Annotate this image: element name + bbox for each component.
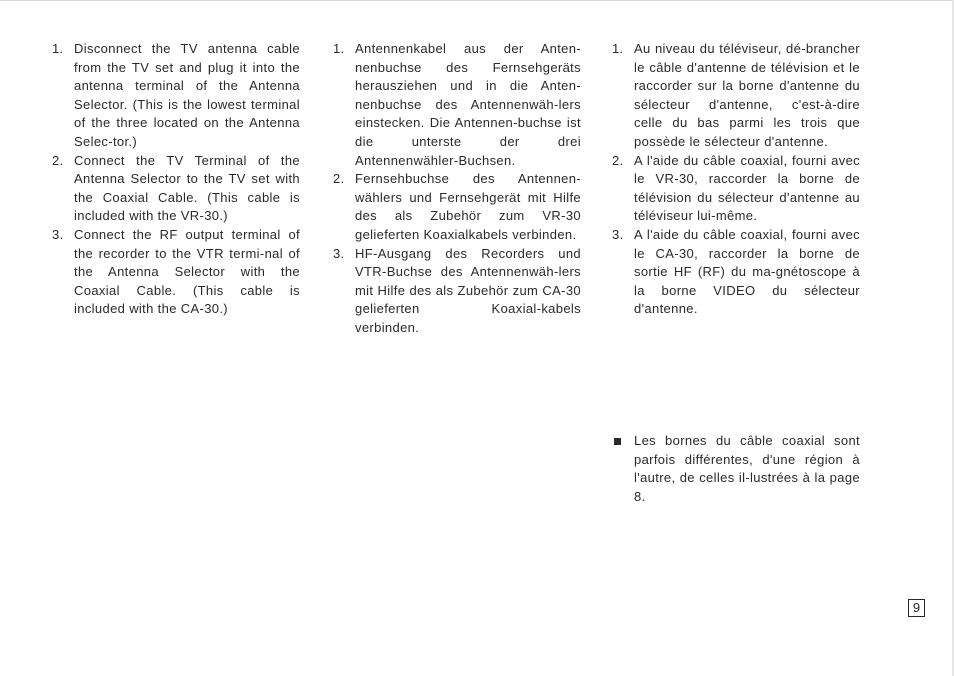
german-step-3 bbox=[333, 245, 581, 338]
square-bullet-icon bbox=[612, 432, 634, 445]
page-number: 9 bbox=[908, 599, 925, 617]
step-text: Disconnect the TV antenna cable from the TV set and plug it into the antenna terminal of the Antenna Selector. (This is the lowest terminal of the three located on the Antenna Selec-tor.) bbox=[74, 41, 300, 149]
german-step-1 bbox=[333, 40, 581, 170]
german-steps bbox=[333, 40, 581, 338]
french-step-2 bbox=[612, 152, 860, 226]
step-number: 3. bbox=[612, 226, 624, 242]
french-column bbox=[612, 40, 860, 319]
french-step-3 bbox=[612, 226, 860, 319]
english-column bbox=[52, 40, 300, 319]
english-step-3 bbox=[52, 226, 300, 319]
german-column bbox=[333, 40, 581, 338]
step-number: 1. bbox=[52, 41, 64, 56]
step-number: 2. bbox=[612, 152, 624, 168]
step-text: A l'aide du câble coaxial, fourni avec le CA-30, raccorder la borne de sortie HF (RF) du ma-gnétoscope à la borne VIDEO du sélecteur d'antenne. bbox=[634, 226, 860, 317]
french-note bbox=[612, 432, 860, 506]
step-number: 3. bbox=[333, 245, 345, 261]
scan-border-top bbox=[0, 0, 954, 1]
step-text: Connect the TV Terminal of the Antenna Selector to the TV set with the Coaxial Cable. (This cable is included with the VR-30.) bbox=[74, 152, 300, 224]
french-steps bbox=[612, 40, 860, 319]
english-steps bbox=[52, 40, 300, 319]
step-text: HF-Ausgang des Recorders und VTR-Buchse des Antennenwäh-lers mit Hilfe des als Zubehör zum CA-30 gelieferten Koaxial-kabels verbinden. bbox=[355, 245, 581, 335]
step-number: 3. bbox=[52, 226, 64, 242]
step-text: A l'aide du câble coaxial, fourni avec le VR-30, raccorder la borne de télévision du sélecteur d'antenne au téléviseur lui-même. bbox=[634, 152, 860, 224]
step-number: 1. bbox=[612, 41, 624, 56]
english-step-1 bbox=[52, 40, 300, 152]
german-step-2 bbox=[333, 170, 581, 244]
step-text: Antennenkabel aus der Anten-nenbuchse des Fernsehgeräts herausziehen und in die Anten-nenbuchse des Antennenwäh-lers einstecken. Die Antennen-buchse ist die unterste der drei Antennenwähler-Buchsen. bbox=[355, 41, 581, 168]
step-number: 1. bbox=[333, 41, 345, 56]
note-text: Les bornes du câble coaxial sont parfois différentes, d'une région à l'autre, de celles il-lustrées à la page 8. bbox=[634, 433, 860, 504]
step-number: 2. bbox=[52, 152, 64, 168]
step-number: 2. bbox=[333, 171, 345, 187]
english-step-2 bbox=[52, 152, 300, 226]
step-text: Fernsehbuchse des Antennen-wählers und Fernsehgerät mit Hilfe des als Zubehör zum VR-30 gelieferten Koaxialkabels verbinden. bbox=[355, 171, 581, 242]
step-text: Connect the RF output terminal of the recorder to the VTR termi-nal of the Antenna Selector with the Coaxial Cable. (This cable is included with the CA-30.) bbox=[74, 226, 300, 317]
french-step-1 bbox=[612, 40, 860, 152]
step-text: Au niveau du téléviseur, dé-brancher le câble d'antenne de télévision et le raccorder sur la borne d'antenne du sélecteur d'antenne, c'est-à-dire celle du bas parmi les trois que possède le sélecteur d'antenne. bbox=[634, 41, 860, 149]
